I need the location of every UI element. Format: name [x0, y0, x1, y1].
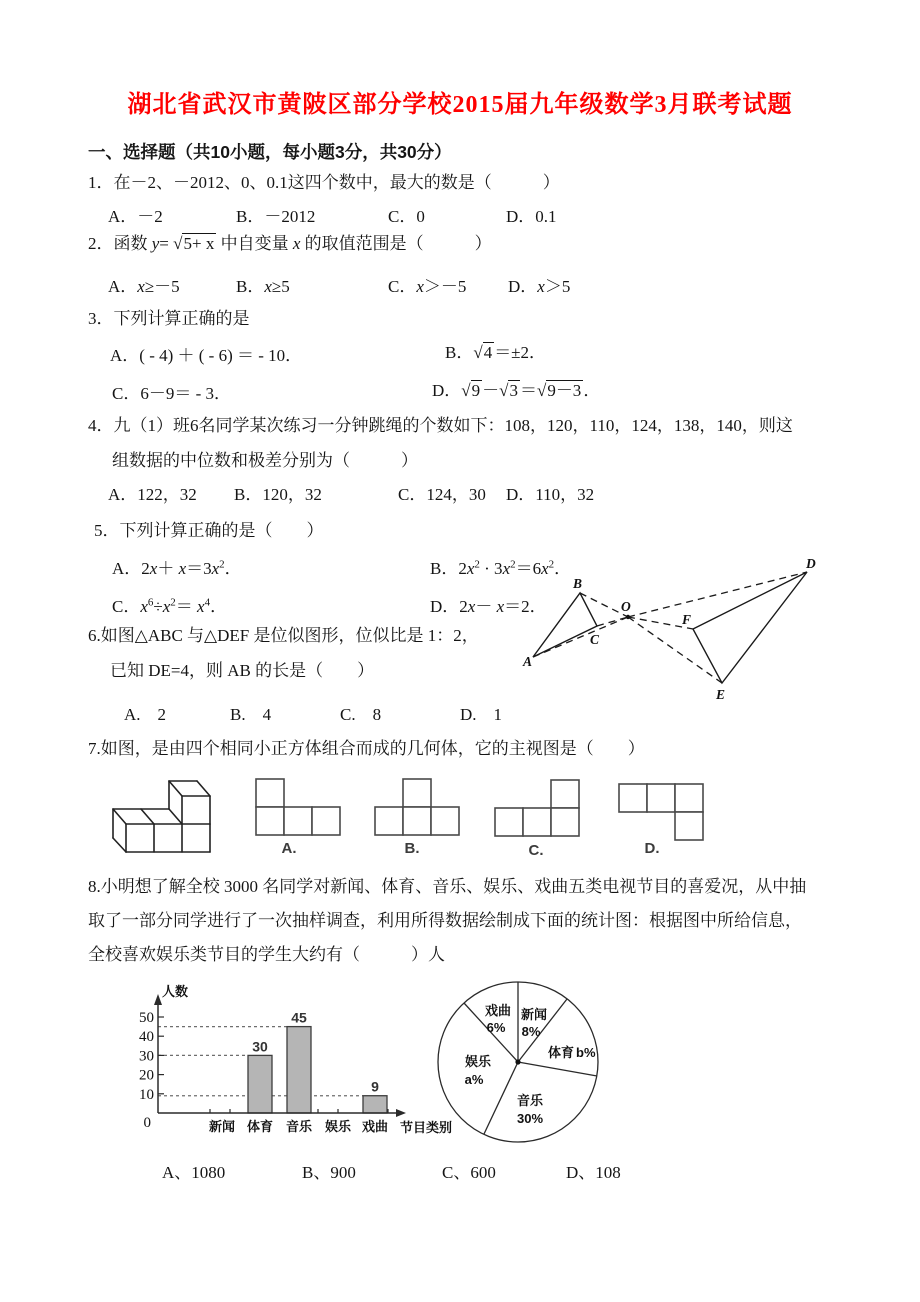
q5-option-a: A．$2x+ x=3x^2$． — [112, 558, 242, 578]
category-label-体育: 体育 — [246, 1119, 274, 1134]
category-label-音乐: 音乐 — [285, 1119, 313, 1134]
q8-option-a: A、1080 — [162, 1163, 226, 1182]
q5-option-d: D．2x－ x＝2． — [430, 597, 547, 616]
q6-stem-line2: 已知 DE=4，则 AB 的长是（ ） — [110, 661, 375, 680]
point-label-O: O — [621, 599, 631, 614]
pie-value-xiqu: 6% — [486, 1020, 506, 1035]
q4-option-c: C．124，30 — [398, 485, 486, 504]
y-axis-label: 人数 — [162, 984, 189, 999]
q8-stem-line3: 全校喜欢娱乐类节目的学生大约有（ ）人 — [88, 945, 445, 964]
q8-option-c: C、600 — [442, 1163, 496, 1182]
q7-option-a-label: A. — [281, 840, 297, 857]
q8-stem-line1: 8.小明想了解全校 3000 名同学对新闻、体育、音乐、娱乐、戏曲五类电视节目的喜爱况，从中抽 — [88, 877, 807, 896]
point-label-A: A — [523, 654, 533, 669]
q4-stem-line2: 组数据的中位数和极差分别为（ ） — [112, 451, 418, 470]
q6-option-a: A. 2 — [124, 705, 167, 724]
y-tick-label: 30 — [139, 1048, 154, 1065]
q7-cubes-3d-figure — [104, 776, 234, 868]
q8-option-b: B、900 — [302, 1163, 356, 1182]
bar-音乐 — [287, 1027, 311, 1113]
pie-value-xinwen: 8% — [521, 1024, 541, 1039]
q6-similarity-figure — [520, 552, 920, 710]
pie-label-xiqu: 戏曲 — [484, 1003, 512, 1018]
q8-option-d: D、108 — [566, 1163, 621, 1182]
q7-option-b-shape — [372, 777, 464, 839]
q1-option-b: B．－2012 — [236, 207, 316, 226]
y-tick-label: 40 — [139, 1029, 154, 1046]
y-tick-label: 50 — [139, 1010, 154, 1026]
q7-option-c-label: C. — [528, 842, 544, 859]
q1-option-d: D．0.1 — [506, 207, 557, 226]
category-label-娱乐: 娱乐 — [324, 1119, 352, 1134]
point-label-E: E — [716, 687, 726, 702]
q7-option-d-label: D. — [644, 840, 660, 857]
q1-stem: 1．在－2、－2012、0、0.1这四个数中，最大的数是（ ） — [88, 173, 560, 192]
y-axis-arrow — [154, 994, 162, 1005]
bar-戏曲 — [363, 1096, 387, 1113]
q8-bar-chart — [138, 985, 473, 1155]
center-point-O — [626, 615, 630, 619]
q1-option-c: C．0 — [388, 207, 425, 226]
q3-option-d: D．√9 －√3 ＝√9－3 ． — [432, 381, 601, 400]
q2-option-a: A．x≥－5 — [108, 277, 180, 296]
pie-label-xinwen: 新闻 — [520, 1007, 548, 1022]
q4-option-b: B．120，32 — [234, 485, 322, 504]
category-label-新闻: 新闻 — [208, 1119, 236, 1134]
pie-label-yinyue: 音乐 — [516, 1093, 544, 1108]
pie-label-tiyu: 体育 — [548, 1045, 575, 1060]
section-heading: 一、选择题（共10小题，每小题3分，共30分） — [88, 142, 452, 162]
point-label-F: F — [682, 612, 692, 627]
q5-option-b: B．$2x^2 \cdot 3x^2=6x^2$． — [430, 558, 572, 578]
pie-value-tiyu: b% — [576, 1045, 596, 1060]
page-title: 湖北省武汉市黄陂区部分学校2015届九年级数学3月联考试题 — [127, 92, 793, 118]
q4-option-a: A．122，32 — [108, 485, 197, 504]
q5-stem: 5．下列计算正确的是（ ） — [94, 521, 324, 540]
point-label-D: D — [806, 556, 816, 571]
q5-option-c: C．$x^6\div x^2= x^4$． — [112, 596, 228, 616]
q6-stem-line1: 6.如图△ABC 与△DEF 是位似图形，位似比是 1：2， — [88, 626, 479, 645]
q8-stem-line2: 取了一部分同学进行了一次抽样调查，利用所得数据绘制成下面的统计图：根据图中所给信息， — [88, 911, 802, 930]
bar-value-label: 30 — [252, 1038, 268, 1055]
q3-stem: 3．下列计算正确的是 — [88, 309, 250, 328]
y-tick-label: 20 — [139, 1067, 154, 1084]
q4-stem-line1: 4．九（1）班6名同学某次练习一分钟跳绳的个数如下：108，120，110，124，138，140，则这 — [88, 416, 793, 435]
q3-option-b: B．√4 ＝±2． — [445, 343, 547, 362]
bar-value-label: 9 — [371, 1078, 379, 1095]
pie-center-dot — [515, 1059, 520, 1064]
point-label-B: B — [573, 576, 583, 591]
q3-option-a: A．( - 4) ＋ ( - 6) ＝ - 10． — [110, 346, 303, 365]
x-axis-label: 节目类别 — [400, 1120, 453, 1135]
pie-label-yule: 娱乐 — [464, 1054, 492, 1069]
q6-option-b: B. 4 — [230, 705, 272, 724]
q7-option-b-label: B. — [404, 840, 420, 857]
q7-option-c-shape — [492, 779, 584, 839]
origin-label: 0 — [143, 1115, 151, 1131]
category-label-戏曲: 戏曲 — [361, 1119, 389, 1134]
y-tick-label: 10 — [139, 1086, 154, 1103]
q2-option-d: D．x＞5 — [508, 277, 571, 296]
pie-value-yule: a% — [464, 1072, 484, 1087]
q7-option-a-shape — [253, 776, 345, 840]
q7-stem: 7.如图，是由四个相同小正方体组合而成的几何体，它的主视图是（ ） — [88, 739, 645, 758]
q8-pie-chart — [430, 973, 610, 1153]
x-axis-arrow — [396, 1109, 406, 1117]
q6-option-c: C. 8 — [340, 705, 382, 724]
q3-option-c: C．6－9＝ - 3． — [112, 384, 231, 403]
bar-体育 — [248, 1055, 272, 1113]
q7-option-d-shape — [616, 782, 708, 842]
q2-stem: 2．函数 y= √5+ x 中自变量 x 的取值范围是（ ） — [88, 234, 492, 253]
q1-option-a: A．－2 — [108, 207, 163, 226]
q2-option-b: B．x≥5 — [236, 277, 290, 296]
pie-value-yinyue: 30% — [516, 1111, 544, 1126]
bar-value-label: 45 — [291, 1009, 307, 1026]
q6-option-d: D. 1 — [460, 705, 503, 724]
q4-option-d: D．110，32 — [506, 485, 595, 504]
q2-option-c: C．x＞－5 — [388, 277, 467, 296]
point-label-C: C — [590, 632, 600, 647]
